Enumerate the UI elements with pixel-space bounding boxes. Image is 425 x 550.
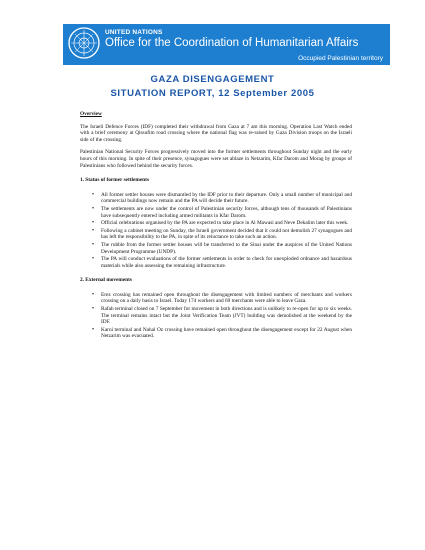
header-banner — [63, 24, 390, 65]
list-item: • Official celebrations organised by the PA are expected to take place in Al Mawasi and Neve Dekalim later this week. — [101, 220, 352, 227]
org-name: UNITED NATIONS — [105, 29, 163, 36]
list-item: • Karni terminal and Nahal Oz crossing have remained open throughout the disengagement except for 22 August when Netzarim was evacuated. — [101, 327, 352, 340]
list-item: • The settlements are now under the control of Palestinian security forces, although tens of thousands of Palestinians have subsequently entered including armed militants in Kfar Darom. — [101, 206, 352, 219]
report-body — [80, 105, 352, 341]
list-item: • Rafah terminal closed on 7 September for movement in both directions and is unlikely to re-open for up to six weeks. The terminal remains intact but the Joint Verification Team (JVT) building was demolished at the weekend by the IDF. — [101, 306, 352, 326]
section-1-list — [80, 192, 352, 270]
section-1-heading: 1. Status of former settlements — [80, 177, 149, 184]
list-item: • All former settler houses were dismantled by the IDF prior to their departure. Only a small number of municipal and commercial buildings now remain and the PA will decide their future. — [101, 192, 352, 205]
list-item: • Following a cabinet meeting on Sunday, the Israeli government decided that it could not demolish 27 synagogues and has left the responsibility to the PA, in spite of its reluctance to take such an action. — [101, 228, 352, 241]
un-emblem-icon — [67, 26, 101, 60]
list-item: • The rubble from the former settler houses will be transferred to the Sinai under the auspices of the United Nations Development Programme (UNDP). — [101, 242, 352, 255]
report-title-line2: SITUATION REPORT, 12 September 2005 — [110, 88, 315, 99]
overview-paragraph-2: Palestinian National Security Forces progressively moved into the former settlements throughout Sunday night and the early hours of this morning. In spite of their presence, synagogues were set ablaze in Netzarim, Kfar Darom and Morag by groups of Palestinians who followed behind the security forces. — [80, 149, 352, 169]
report-title-line1: GAZA DISENGAGEMENT — [150, 74, 275, 85]
list-item: • Erez crossing has remained open throughout the disengagement with limited numbers of merchants and workers crossing on a daily basis to Israel. Today 174 workers and 69 merchants were able to leave Gaza. — [101, 292, 352, 305]
section-2-list — [80, 292, 352, 340]
overview-paragraph-1: The Israeli Defence Forces (IDF) completed their withdrawal from Gaza at 7 am this morning. Operation Last Watch ended with a brief ceremony at Qissufim road crossing where the national flag was re-raised by Gaza Division troops on the Israeli side of the crossing. — [80, 123, 352, 143]
office-name: Office for the Coordination of Humanitarian Affairs — [105, 37, 359, 49]
overview-heading: Overview — [80, 111, 102, 117]
section-2-heading: 2. External movements — [80, 277, 132, 284]
list-item: • The PA will conduct evaluations of the former settlements in order to check for unexploded ordnance and hazardous materials while also assessing the remaining infrastructure. — [101, 256, 352, 269]
territory-name: Occupied Palestinian territory — [298, 55, 383, 62]
